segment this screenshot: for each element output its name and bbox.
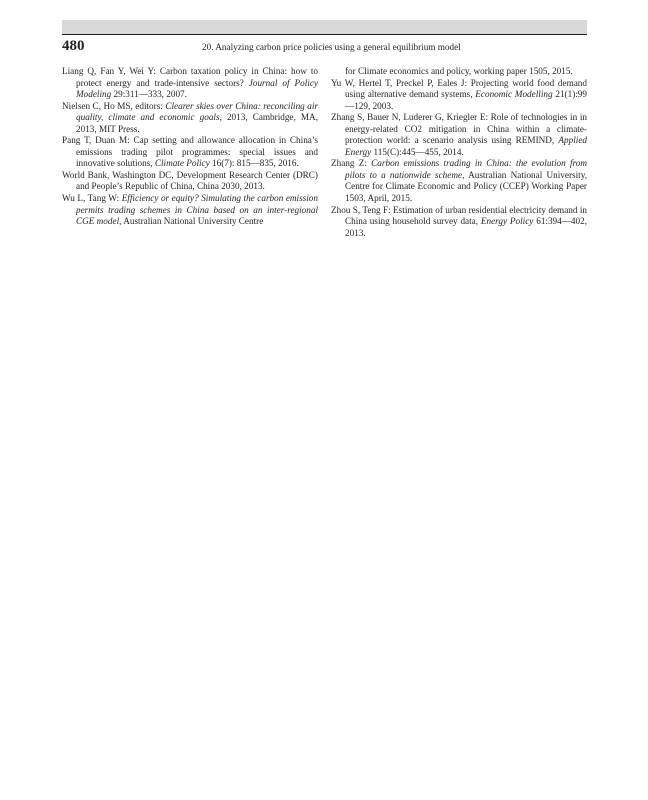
reference-entry: Yu W, Hertel T, Preckel P, Eales J: Projecting world food demand using alternative demand systems, Economic Modelling 21(1):99—129, 2003. (331, 77, 587, 111)
reference-entry: Zhang S, Bauer N, Luderer G, Kriegler E: Role of technologies in in energy-related CO2 mitigation in China within a climate-protection world: a scenario analysis using REMIND, Applied Energy 115(C):445—455, 2014. (331, 112, 587, 157)
reference-entry: Pang T, Duan M: Cap setting and allowance allocation in China’s emissions trading pilot programmes: special issues and innovative solutions, Climate Policy 16(7): 815—835, 2016. (62, 135, 318, 169)
reference-entry: Liang Q, Fan Y, Wei Y: Carbon taxation policy in China: how to protect energy and trade-intensive sectors? Journal of Policy Modeling 29:311—333, 2007. (62, 66, 318, 100)
reference-entry: Wu L, Tang W: Efficiency or equity? Simulating the carbon emission permits trading schemes in China based on an inter-regional CGE model, Australian National University Centre (62, 193, 318, 227)
running-title: 20. Analyzing carbon price policies using a general equilibrium model (202, 42, 461, 52)
references-left-column (62, 66, 318, 228)
references-right-column (331, 66, 587, 239)
reference-entry: Nielsen C, Ho MS, editors: Clearer skies over China: reconciling air quality, climate and economic goals, 2013, Cambridge, MA, 2013, MIT Press. (62, 100, 318, 134)
reference-entry: Zhou S, Teng F: Estimation of urban residential electricity demand in China using household survey data, Energy Policy 61:394—402, 2013. (331, 204, 588, 238)
page-number: 480 (62, 38, 85, 54)
reference-continuation: for Climate economics and policy, working paper 1505, 2015. (345, 66, 573, 76)
header-rule (62, 34, 587, 35)
reference-entry: World Bank, Washington DC, Development Research Center (DRC) and People’s Republic of China, China 2030, 2013. (62, 169, 318, 192)
reference-entry: Zhang Z: Carbon emissions trading in China: the evolution from pilots to a nationwide scheme, Australian National University, Centre for Climate Economic and Policy (CCEP) Working Paper 1503, April, 2015. (331, 158, 588, 204)
header-band (62, 20, 587, 34)
